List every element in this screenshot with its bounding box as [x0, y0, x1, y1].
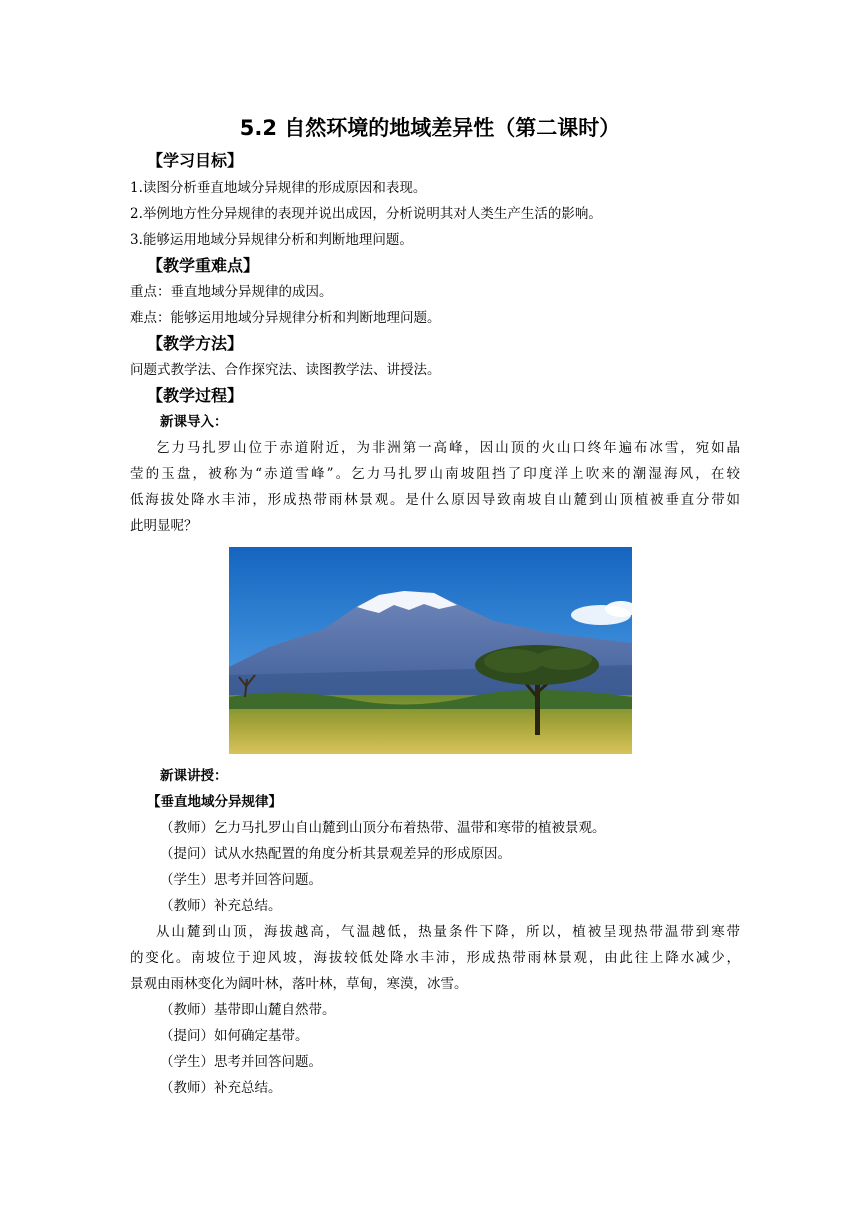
intro-line-1: 乞力马扎罗山位于赤道附近，为非洲第一高峰，因山顶的火山口终年遍布冰雪，宛如晶: [156, 440, 740, 456]
methods-text: 问题式教学法、合作探究法、读图教学法、讲授法。: [130, 362, 441, 378]
summary-line-2: 的变化。南坡位于迎风坡，海拔较低处降水丰沛，形成热带雨林景观，由此往上降水减少，: [130, 950, 740, 966]
vertical-heading: 【垂直地域分异规律】: [147, 794, 282, 810]
objectives-heading: 【学习目标】: [147, 151, 244, 170]
keypoints-heading: 【教学重难点】: [147, 256, 260, 275]
objective-2: 2.举例地方性分异规律的表现并说出成因，分析说明其对人类生产生活的影响。: [130, 206, 602, 222]
difficulty-text: 难点：能够运用地域分异规律分析和判断地理问题。: [130, 310, 441, 326]
intro-line-4: 此明显呢？: [130, 518, 198, 534]
page-title: 5.2 自然环境的地域差异性（第二课时）: [239, 116, 621, 140]
keypoint-text: 重点：垂直地域分异规律的成因。: [130, 284, 333, 300]
process-heading: 【教学过程】: [147, 386, 244, 405]
dialogue2-line-2: （提问）如何确定基带。: [160, 1028, 309, 1044]
objective-1: 1.读图分析垂直地域分异规律的形成原因和表现。: [130, 180, 427, 196]
objective-3: 3.能够运用地域分异规律分析和判断地理问题。: [130, 232, 413, 248]
methods-heading: 【教学方法】: [147, 334, 244, 353]
dialogue2-line-1: （教师）基带即山麓自然带。: [160, 1002, 336, 1018]
intro-label: 新课导入：: [160, 414, 228, 430]
summary-line-1: 从山麓到山顶，海拔越高，气温越低，热量条件下降，所以，植被呈现热带温带到寒带: [156, 924, 740, 940]
lecture-label: 新课讲授：: [160, 768, 228, 784]
intro-line-2: 莹的玉盘，被称为“赤道雪峰”。乞力马扎罗山南坡阻挡了印度洋上吹来的潮湿海风，在较: [130, 466, 740, 482]
dialogue1-line-2: （提问）试从水热配置的角度分析其景观差异的形成原因。: [160, 846, 511, 862]
summary-line-3: 景观由雨林变化为阔叶林，落叶林，草甸，寒漠，冰雪。: [130, 976, 468, 992]
dialogue1-line-3: （学生）思考并回答问题。: [160, 872, 322, 888]
dialogue2-line-4: （教师）补充总结。: [160, 1080, 282, 1096]
dialogue1-line-4: （教师）补充总结。: [160, 898, 282, 914]
kilimanjaro-photo: [229, 547, 632, 754]
dialogue2-line-3: （学生）思考并回答问题。: [160, 1054, 322, 1070]
dialogue1-line-1: （教师）乞力马扎罗山自山麓到山顶分布着热带、温带和寒带的植被景观。: [160, 820, 606, 836]
intro-line-3: 低海拔处降水丰沛，形成热带雨林景观。是什么原因导致南坡自山麓到山顶植被垂直分带如: [130, 492, 740, 508]
